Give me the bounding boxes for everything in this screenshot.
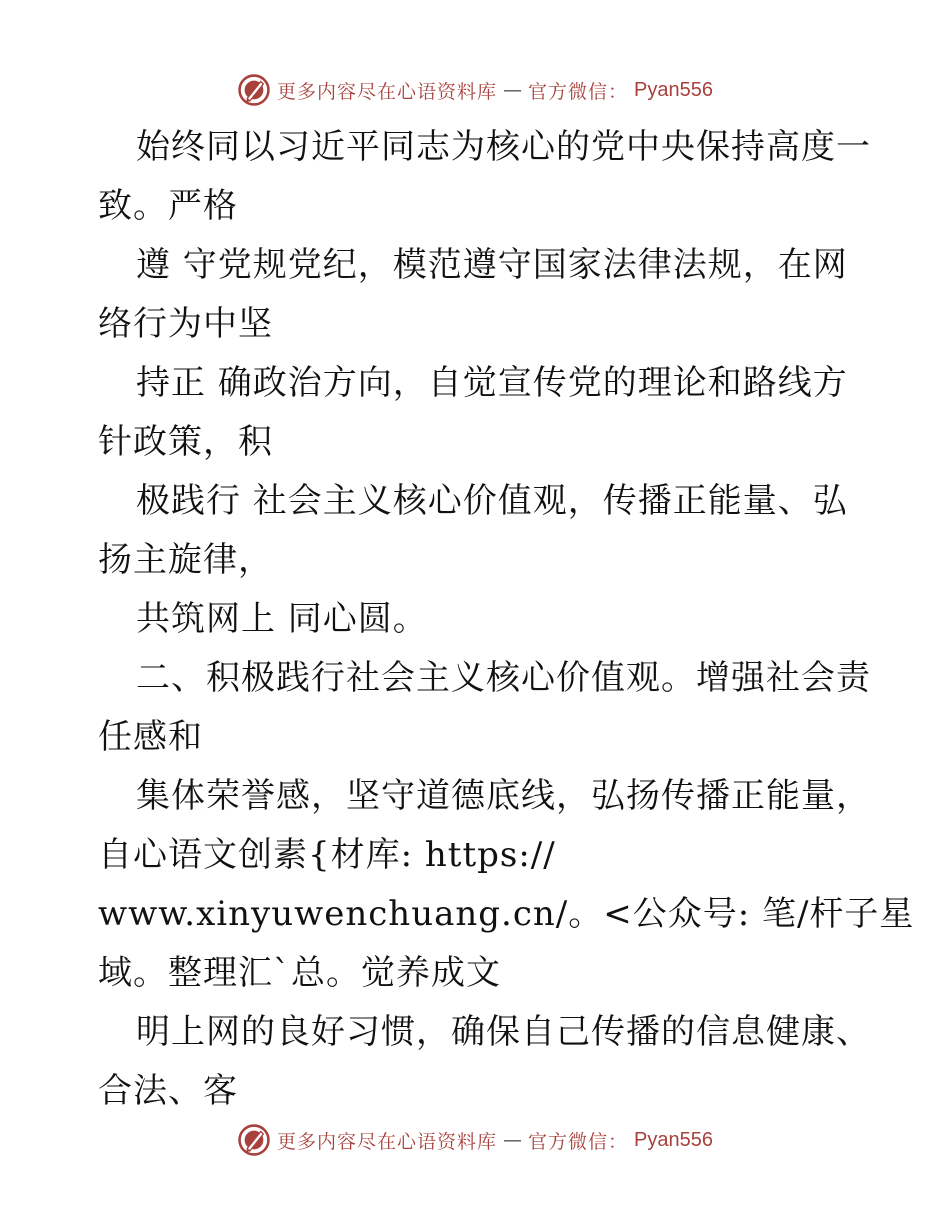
pen-logo-icon xyxy=(237,73,271,107)
body-line: 域。整理汇`总。觉养成文 xyxy=(98,953,501,993)
body-line: 致。严格 xyxy=(98,186,238,226)
body-line: 持正 确政治方向，自觉宣传党的理论和路线方 xyxy=(136,363,848,403)
header-separator: — xyxy=(503,79,523,101)
body-line: www.xinyuwenchuang.cn/。<公众号: 笔/杆子星 xyxy=(98,894,915,934)
body-line: 扬主旋律， xyxy=(98,540,273,580)
document-body xyxy=(98,118,915,1121)
body-line: 遵 守党规党纪，模范遵守国家法律法规，在网 xyxy=(136,245,848,285)
header-tagline: 更多内容尽在心语资料库 xyxy=(277,80,498,103)
body-line: 集体荣誉感，坚守道德底线，弘扬传播正能量， xyxy=(136,776,871,816)
pen-logo-icon xyxy=(237,1123,271,1157)
body-line: 针政策，积 xyxy=(98,422,273,462)
body-line: 任感和 xyxy=(98,717,203,757)
header-banner-inner xyxy=(237,73,713,107)
body-line: 明上网的良好习惯，确保自己传播的信息健康、 xyxy=(136,1012,871,1052)
footer-wechat-id: Pyan556 xyxy=(634,1128,713,1151)
body-line: 始终同以习近平同志为核心的党中央保持高度一 xyxy=(136,127,871,167)
footer-separator: — xyxy=(503,1129,523,1151)
header-wechat-id: Pyan556 xyxy=(634,78,713,101)
footer-tagline: 更多内容尽在心语资料库 xyxy=(277,1130,498,1153)
header-wechat-label: 官方微信： xyxy=(528,80,629,103)
footer-wechat-label: 官方微信： xyxy=(528,1130,629,1153)
body-line: 共筑网上 同心圆。 xyxy=(136,599,428,639)
body-line: 自心语文创素{材库: https:// xyxy=(98,835,556,875)
body-line: 络行为中坚 xyxy=(98,304,273,344)
footer-banner xyxy=(0,1120,950,1160)
header-banner xyxy=(0,70,950,110)
body-line: 极践行 社会主义核心价值观，传播正能量、弘 xyxy=(136,481,848,521)
footer-banner-inner xyxy=(237,1123,713,1157)
body-line: 二、积极践行社会主义核心价值观。增强社会责 xyxy=(136,658,871,698)
body-line: 合法、客 xyxy=(98,1071,238,1111)
